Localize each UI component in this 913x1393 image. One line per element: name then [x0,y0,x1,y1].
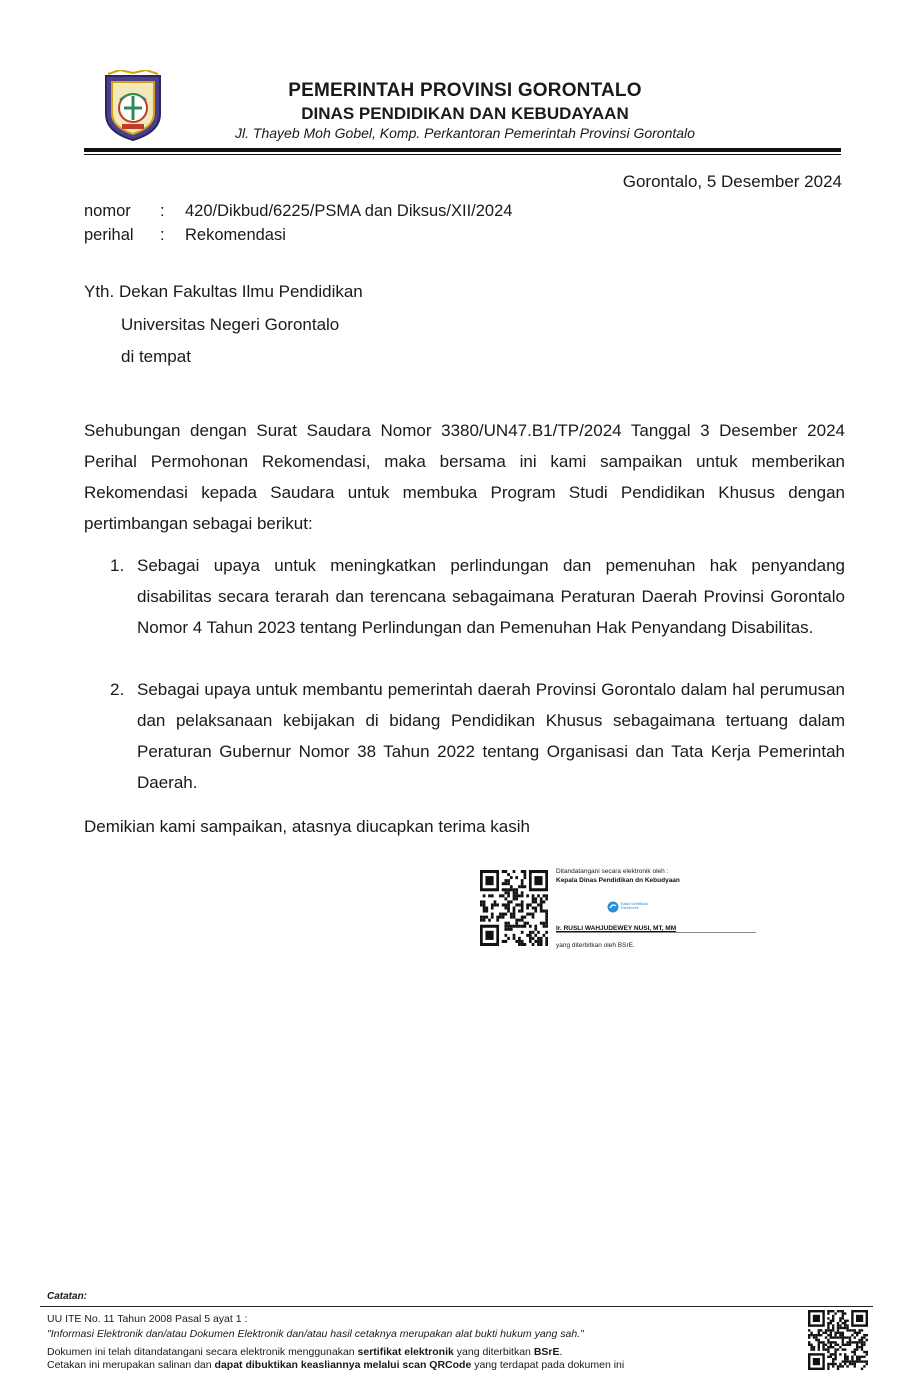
bsre-label: Balai Sertifikasi Elektronik [621,901,649,910]
footer-rule [40,1306,873,1307]
footer-esign-note: Dokumen ini telah ditandatangani secara elektronik menggunakan sertifikat elektronik yang diterbitkan BSrE. [47,1346,563,1358]
signer-name: Ir. RUSLI WAHJUDEWEY NUSI, MT, MM [556,925,677,932]
perihal-value: Rekomendasi [185,226,286,244]
recipient-line-1: Yth. Dekan Fakultas Ilmu Pendidikan [84,282,363,301]
nomor-colon: : [160,202,165,220]
perihal-colon: : [160,226,165,244]
perihal-label: perihal [84,226,134,244]
list-item-number: 1. [110,556,125,575]
list-item-text: Sebagai upaya untuk meningkatkan perlindungan dan pemenuhan hak penyandang disabilitas secara terarah dan terencana sebagaimana Peraturan Daerah Provinsi Gorontalo Nomor 4 Tahun 2023 tentang Perlindungan dan Pemenuhan Hak Penyandang Disabilitas. [137,556,845,637]
footer-law-quote: "Informasi Elektronik dan/atau Dokumen Elektronik dan/atau hasil cetaknya merupakan alat bukti hukum yang sah." [47,1328,584,1340]
nomor-label: nomor [84,202,131,220]
provincial-crest-logo [100,70,166,142]
header-government: PEMERINTAH PROVINSI GORONTALO [288,80,642,101]
list-item [110,550,845,643]
signer-position: Kepala Dinas Pendidikan dn Kebudyaan [556,877,680,884]
footer-catatan: Catatan: [47,1291,88,1302]
signed-note: Ditandatangani secara elektronik oleh : [556,868,669,875]
header-agency: DINAS PENDIDIKAN DAN KEBUDAYAAN [301,104,629,123]
header-rule-thin [84,154,841,155]
header-rule-thick [84,148,841,152]
recipient-line-2: Universitas Negeri Gorontalo [121,315,340,334]
list-item-text: Sebagai upaya untuk membantu pemerintah daerah Provinsi Gorontalo dalam hal perumusan dan pelaksanaan kebijakan di bidang Pendidikan Khusus sebagaimana tertuang dalam Peraturan Gubernur Nomor 38 Tahun 2022 tentang Organisasi dan Tata Kerja Pemerintah Daerah. [137,680,845,792]
bsre-logo [607,900,619,918]
footer-law-ref: UU ITE No. 11 Tahun 2008 Pasal 5 ayat 1 : [47,1313,248,1325]
footer-verify-note: Cetakan ini merupakan salinan dan dapat dibuktikan keasliannya melalui scan QRCode yang terdapat pada dokumen ini [47,1359,625,1371]
issued-by-note: yang diterbitkan oleh BSrE. [556,942,635,949]
list-item-number: 2. [110,680,125,699]
signature-qr-code [480,870,548,946]
signature-line [556,932,756,933]
footer-qr-code [808,1310,868,1370]
letter-date: Gorontalo, 5 Desember 2024 [622,172,842,191]
nomor-value: 420/Dikbud/6225/PSMA dan Diksus/XII/2024 [185,202,513,220]
list-item [110,674,845,798]
recipient-line-3: di tempat [121,347,191,366]
header-address: Jl. Thayeb Moh Gobel, Komp. Perkantoran Pemerintah Provinsi Gorontalo [235,125,695,141]
closing-sentence: Demikian kami sampaikan, atasnya diucapkan terima kasih [84,817,530,836]
body-paragraph: Sehubungan dengan Surat Saudara Nomor 3380/UN47.B1/TP/2024 Tanggal 3 Desember 2024 Perihal Permohonan Rekomendasi, maka bersama ini kami sampaikan untuk memberikan Rekomendasi kepada Saudara untuk membuka Program Studi Pendidikan Khusus dengan pertimbangan sebagai berikut: [84,421,845,533]
